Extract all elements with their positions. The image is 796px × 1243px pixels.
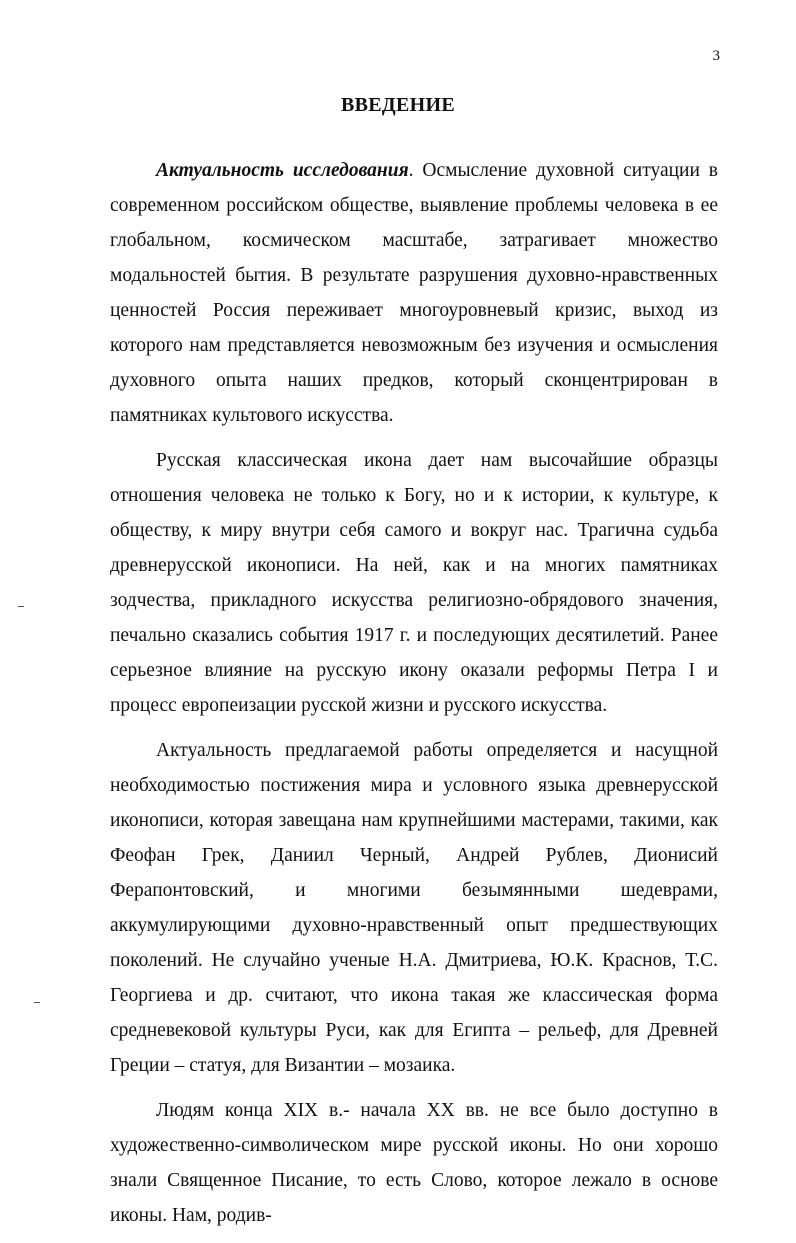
- section-heading: ВВЕДЕНИЕ: [341, 94, 455, 116]
- paragraph-3: Актуальность предлагаемой работы определяется и насущной необходимостью постижения мира и условного языка древнерусской иконописи, которая завещана нам крупнейшими мастерами, такими, как Феофан Грек, Даниил Черный, Андрей Рублев, Дионисий Ферапонтовский, и многими безымянными шедеврами, аккумулирующими духовно-нравственный опыт предшествующих поколений. Не случайно ученые Н.А. Дмитриева, Ю.К. Краснов, Т.С. Георгиева и др. считают, что икона такая же классическая форма средневековой культуры Руси, как для Египта – рельеф, для Древней Греции – статуя, для Византии – мозаика.: [110, 740, 718, 1076]
- body-text: [110, 153, 718, 1243]
- paragraph-text: . Осмысление духовной ситуации в современном российском обществе, выявление проблемы человека в ее глобальном, космическом масштабе, затрагивает множество модальностей бытия. В результате разрушения духовно-нравственных ценностей Россия переживает многоуровневый кризис, выход из которого нам представляется невозможным без изучения и осмысления духовного опыта наших предков, который сконцентрирован в памятниках культового искусства.: [110, 160, 718, 426]
- paragraph-2: Русская классическая икона дает нам высочайшие образцы отношения человека не только к Богу, но и к истории, к культуре, к обществу, к миру внутри себя самого и вокруг нас. Трагична судьба древнерусской иконописи. На ней, как и на многих памятниках зодчества, прикладного искусства религиозно-обрядового значения, печально сказались события 1917 г. и последующих десятилетий. Ранее серьезное влияние на русскую икону оказали реформы Петра I и процесс европеизации русской жизни и русского искусства.: [110, 450, 718, 716]
- paragraph-lead: Актуальность исследования: [156, 160, 409, 181]
- paragraph-4: Людям конца XIX в.- начала XX вв. не все было доступно в художественно-символическом мире русской иконы. Но они хорошо знали Священное Писание, то есть Слово, которое лежало в основе иконы. Нам, родив-: [110, 1100, 718, 1226]
- paragraph-1: [110, 153, 718, 433]
- scan-mark: [34, 1002, 40, 1003]
- page-number: 3: [712, 48, 720, 64]
- scan-mark: [18, 606, 24, 607]
